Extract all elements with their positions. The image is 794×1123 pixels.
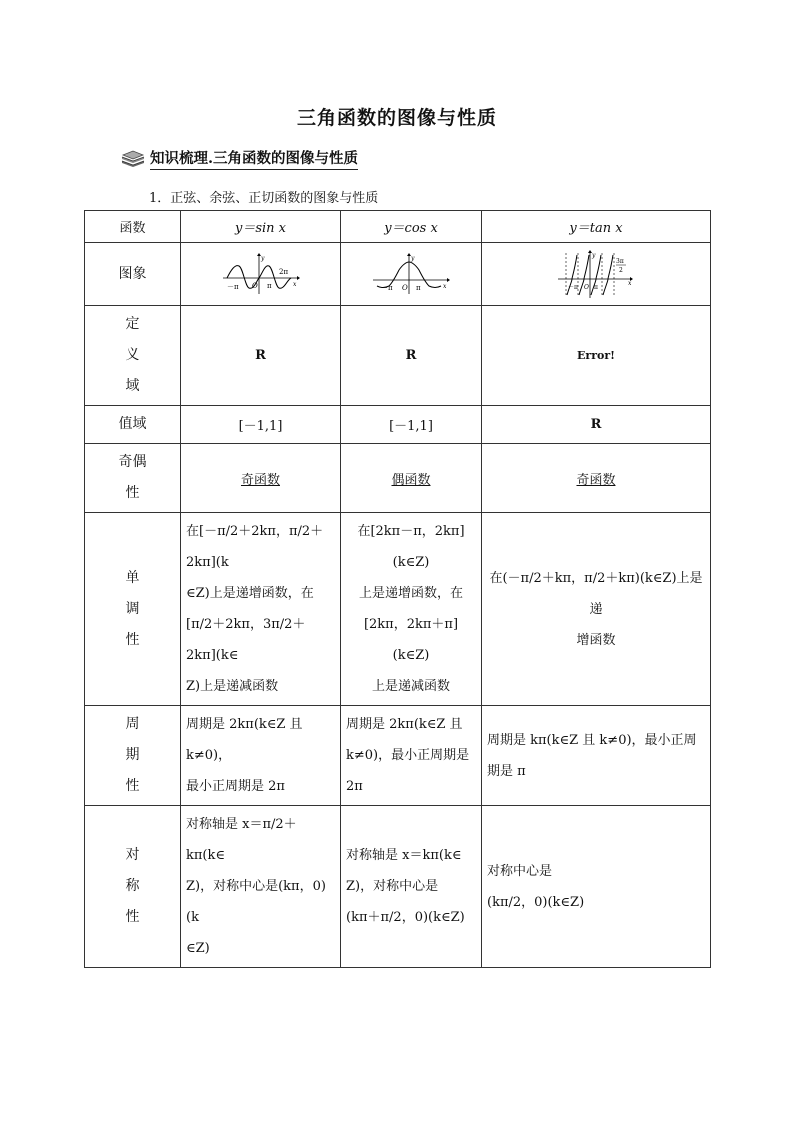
sin-mark-neg-pi: －π <box>226 283 239 291</box>
domain-cos: R <box>341 306 482 406</box>
book-stack-icon <box>120 148 146 168</box>
cos-mark-neg-pi: －π <box>381 284 393 292</box>
range-cos: [－1,1] <box>341 406 482 444</box>
tan-mark-x: x <box>628 280 632 287</box>
sin-mark-origin: O <box>251 282 258 290</box>
period-cos: 周期是 2kπ(k∈Z 且 k≠0)，最小正周期是 2π <box>341 706 482 806</box>
section-heading <box>120 146 358 170</box>
symmetry-cos: 对称轴是 x＝kπ(k∈ Z)，对称中心是 (kπ＋π/2，0)(k∈Z) <box>341 806 482 968</box>
row-label-monotonicity: 单 调 性 <box>85 513 181 706</box>
row-label-graph: 图象 <box>85 243 181 306</box>
row-label-range: 值域 <box>85 406 181 444</box>
cos-graph <box>371 252 451 296</box>
cos-mark-x: x <box>443 283 447 290</box>
sin-mark-pi: π <box>266 282 272 290</box>
sin-mark-x: x <box>292 281 296 288</box>
properties-table <box>84 210 711 968</box>
domain-tan: Error! <box>482 306 711 406</box>
range-sin: [－1,1] <box>181 406 341 444</box>
table-row-graph <box>85 243 711 306</box>
row-label-symmetry: 对 称 性 <box>85 806 181 968</box>
page-title: 三角函数的图像与性质 <box>296 107 497 129</box>
tan-mark-neg-pi: －π <box>568 284 578 291</box>
period-sin: 周期是 2kπ(k∈Z 且 k≠0)， 最小正周期是 2π <box>181 706 341 806</box>
parity-sin: 奇函数 <box>181 444 341 513</box>
table-row-parity <box>85 444 711 513</box>
cos-mark-pi: π <box>416 284 421 292</box>
monotonicity-cos: 在[2kπ－π，2kπ](k∈Z) 上是递增函数，在 [2kπ，2kπ＋π](k∈Z) 上是递减函数 <box>341 513 482 706</box>
parity-cos: 偶函数 <box>341 444 482 513</box>
sin-graph-cell <box>181 243 341 306</box>
subheading: 1．正弦、余弦、正切函数的图象与性质 <box>149 191 379 206</box>
monotonicity-sin: 在[－π/2＋2kπ，π/2＋2kπ](k ∈Z)上是递增函数，在 [π/2＋2kπ，3π/2＋2kπ](k∈ Z)上是递减函数 <box>181 513 341 706</box>
table-row-period <box>85 706 711 806</box>
sin-graph <box>221 252 301 296</box>
header-function: 函数 <box>85 211 181 243</box>
tan-graph <box>556 249 636 299</box>
table-header-row <box>85 211 711 243</box>
section-heading-text: 知识梳理.三角函数的图像与性质 <box>150 147 358 170</box>
tan-graph-cell <box>482 243 711 306</box>
tan-mark-pi: π <box>594 284 598 291</box>
tan-mark-origin: O <box>584 284 589 291</box>
header-tan: y＝tan x <box>482 211 711 243</box>
tan-mark-2: 2 <box>619 267 623 274</box>
cos-graph-cell <box>341 243 482 306</box>
table-row-domain <box>85 306 711 406</box>
tan-mark-3pi: 3π <box>616 258 624 265</box>
range-tan: R <box>482 406 711 444</box>
row-label-parity: 奇偶 性 <box>85 444 181 513</box>
domain-sin: R <box>181 306 341 406</box>
header-cos: y＝cos x <box>341 211 482 243</box>
symmetry-sin: 对称轴是 x＝π/2＋kπ(k∈ Z)，对称中心是(kπ，0)(k ∈Z) <box>181 806 341 968</box>
parity-tan: 奇函数 <box>482 444 711 513</box>
header-sin: y＝sin x <box>181 211 341 243</box>
sin-mark-y: y <box>260 255 264 262</box>
row-label-domain: 定 义 域 <box>85 306 181 406</box>
table-row-range <box>85 406 711 444</box>
period-tan: 周期是 kπ(k∈Z 且 k≠0)，最小正周 期是 π <box>482 706 711 806</box>
symmetry-tan: 对称中心是 (kπ/2，0)(k∈Z) <box>482 806 711 968</box>
table-row-monotonicity <box>85 513 711 706</box>
monotonicity-tan: 在(－π/2＋kπ，π/2＋kπ)(k∈Z)上是递 增函数 <box>482 513 711 706</box>
cos-mark-y: y <box>411 255 415 262</box>
row-label-period: 周 期 性 <box>85 706 181 806</box>
tan-mark-y: y <box>592 252 596 259</box>
table-row-symmetry <box>85 806 711 968</box>
cos-mark-origin: O <box>402 284 408 292</box>
sin-mark-2pi: 2π <box>278 268 288 276</box>
